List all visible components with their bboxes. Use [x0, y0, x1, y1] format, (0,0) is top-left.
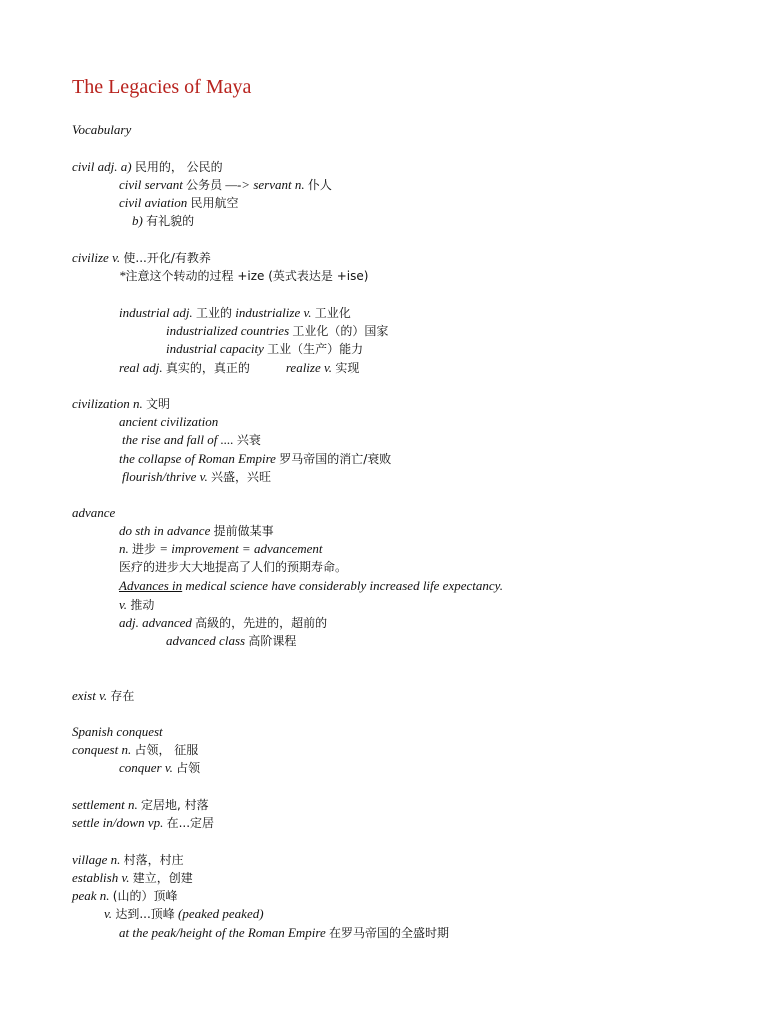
vocab-line: adj. advanced 高級的，先进的，超前的 — [119, 615, 328, 630]
vocab-line: civilize v. 使...开化/有教养 — [72, 250, 211, 265]
vocab-line: v. 推动 — [119, 597, 155, 612]
vocab-line: ancient civilization — [119, 414, 219, 429]
vocab-line: flourish/thrive v. 兴盛，兴旺 — [122, 469, 271, 484]
vocab-line: settle in/down vp. 在...定居 — [72, 815, 215, 830]
vocab-line: at the peak/height of the Roman Empire 在罗马帝国的全盛时期 — [119, 925, 450, 940]
vocab-line: b) 有礼貌的 — [132, 213, 195, 228]
vocab-line: do sth in advance 提前做某事 — [119, 523, 274, 538]
vocab-line: civil servant 公务员 —-> servant n. 仆人 — [119, 177, 332, 192]
vocab-line: *注意这个转动的过程 +ize (英式表达是 +ise) — [119, 268, 369, 283]
vocab-line: advanced class 高阶课程 — [166, 633, 297, 648]
vocab-line: Spanish conquest — [72, 724, 163, 739]
vocab-line: advance — [72, 505, 116, 520]
vocab-line: establish v. 建立，创建 — [72, 870, 193, 885]
vocab-line: the rise and fall of .... 兴衰 — [122, 432, 261, 447]
page-title: The Legacies of Maya — [72, 76, 252, 98]
vocab-line: settlement n. 定居地, 村落 — [72, 797, 209, 812]
vocab-line: civil aviation 民用航空 — [119, 195, 239, 210]
vocab-line: real adj. 真实的，真正的 realize v. 实现 — [119, 360, 360, 375]
vocab-line: v. 达到...顶峰 (peaked peaked) — [104, 906, 264, 921]
vocab-line: the collapse of Roman Empire 罗马帝国的消亡/衰败 — [119, 451, 392, 466]
vocab-line: industrial capacity 工业（生产）能力 — [166, 341, 364, 356]
vocab-line: civilization n. 文明 — [72, 396, 171, 411]
vocab-line: conquest n. 占领， 征服 — [72, 742, 199, 757]
vocab-line: industrial adj. 工业的 industrialize v. 工业化 — [119, 305, 351, 320]
vocab-line: 医疗的进步大大地提高了人们的预期寿命。 — [119, 560, 348, 574]
vocab-line: industrialized countries 工业化（的）国家 — [166, 323, 389, 338]
vocab-line: conquer v. 占领 — [119, 760, 201, 775]
vocab-line: civil adj. a) 民用的， 公民的 — [72, 159, 223, 174]
section-heading: Vocabulary — [72, 122, 132, 137]
vocab-line: n. 进步 = improvement = advancement — [119, 541, 323, 556]
vocab-line: exist v. 存在 — [72, 688, 135, 703]
vocab-line: Advances in medical science have considerably increased life expectancy. — [119, 578, 503, 593]
vocab-line: peak n. (山的）顶峰 — [72, 888, 178, 903]
vocab-line: village n. 村落，村庄 — [72, 852, 184, 867]
